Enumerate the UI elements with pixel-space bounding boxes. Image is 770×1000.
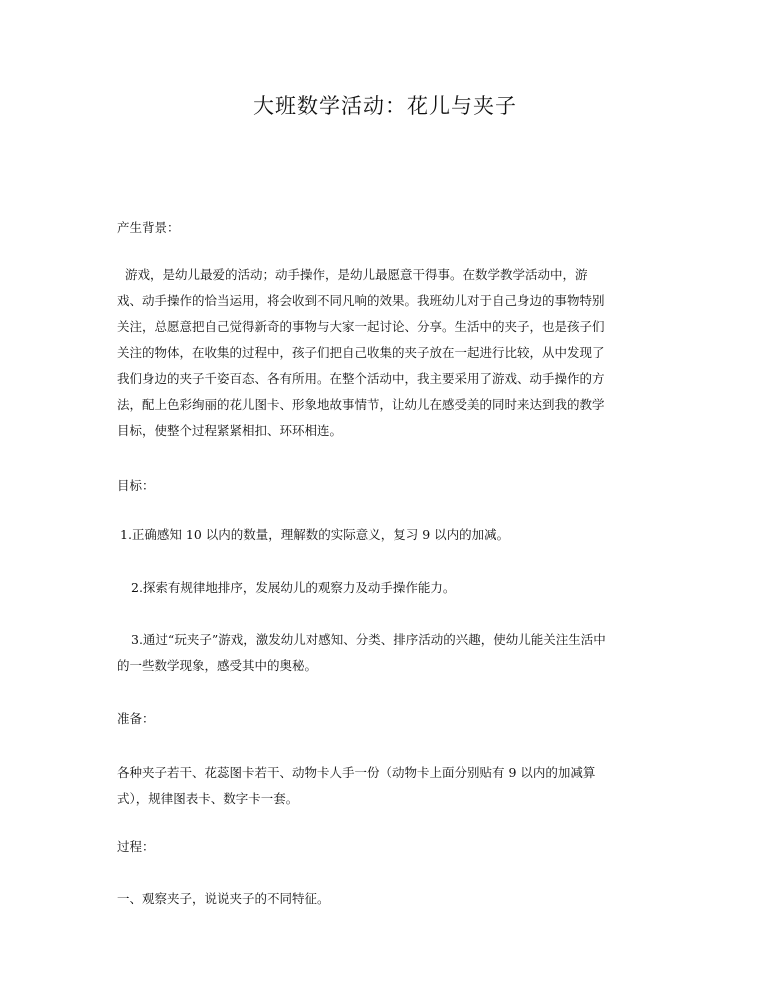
paragraph-line: 各种夹子若干、花蕊图卡若干、动物卡人手一份（动物卡上面分别贴有 9 以内的加减算 <box>117 765 596 780</box>
goal-line: 的一些数学现象，感受其中的奥秘。 <box>117 658 318 673</box>
background-heading: 产生背景： <box>117 220 180 235</box>
paragraph-line: 我们身边的夹子千姿百态、各有所用。在整个活动中，我主要采用了游戏、动手操作的方 <box>117 371 605 386</box>
paragraph-line: 游戏，是幼儿最爱的活动；动手操作，是幼儿最愿意干得事。在数学教学活动中，游 <box>125 267 588 282</box>
goal-item-3 <box>117 627 652 679</box>
paragraph-line: 关注，总愿意把自己觉得新奇的事物与大家一起讨论、分享。生活中的夹子，也是孩子们 <box>117 319 605 334</box>
document-title: 大班数学活动：花儿与夹子 <box>253 94 517 118</box>
process-step-1: 一、观察夹子，说说夹子的不同特征。 <box>117 891 330 906</box>
paragraph-line: 戏、动手操作的恰当运用，将会收到不同凡响的效果。我班幼儿对于自己身边的事物特别 <box>117 293 605 308</box>
paragraph-line: 关注的物体，在收集的过程中，孩子们把自己收集的夹子放在一起进行比较，从中发现了 <box>117 345 605 360</box>
paragraph-line: 目标，使整个过程紧紧相扣、环环相连。 <box>117 423 343 438</box>
paragraph-line: 式），规律图表卡、数字卡一套。 <box>117 791 299 806</box>
goal-line: 1.正确感知 10 以内的数量，理解数的实际意义，复习 9 以内的加减。 <box>120 527 510 542</box>
goal-line: 3.通过“玩夹子”游戏，激发幼儿对感知、分类、排序活动的兴趣，使幼儿能关注生活中 <box>131 632 606 647</box>
goals-heading: 目标： <box>117 478 155 493</box>
process-heading: 过程： <box>117 839 155 854</box>
paragraph-line: 法，配上色彩绚丽的花儿图卡、形象地故事情节，让幼儿在感受美的同时来达到我的教学 <box>117 397 605 412</box>
goal-item-1 <box>120 522 655 548</box>
background-paragraph <box>117 262 652 444</box>
goal-item-2 <box>131 575 666 601</box>
prep-paragraph <box>117 760 652 812</box>
goal-line: 2.探索有规律地排序，发展幼儿的观察力及动手操作能力。 <box>131 580 456 595</box>
prep-heading: 准备： <box>117 711 155 726</box>
